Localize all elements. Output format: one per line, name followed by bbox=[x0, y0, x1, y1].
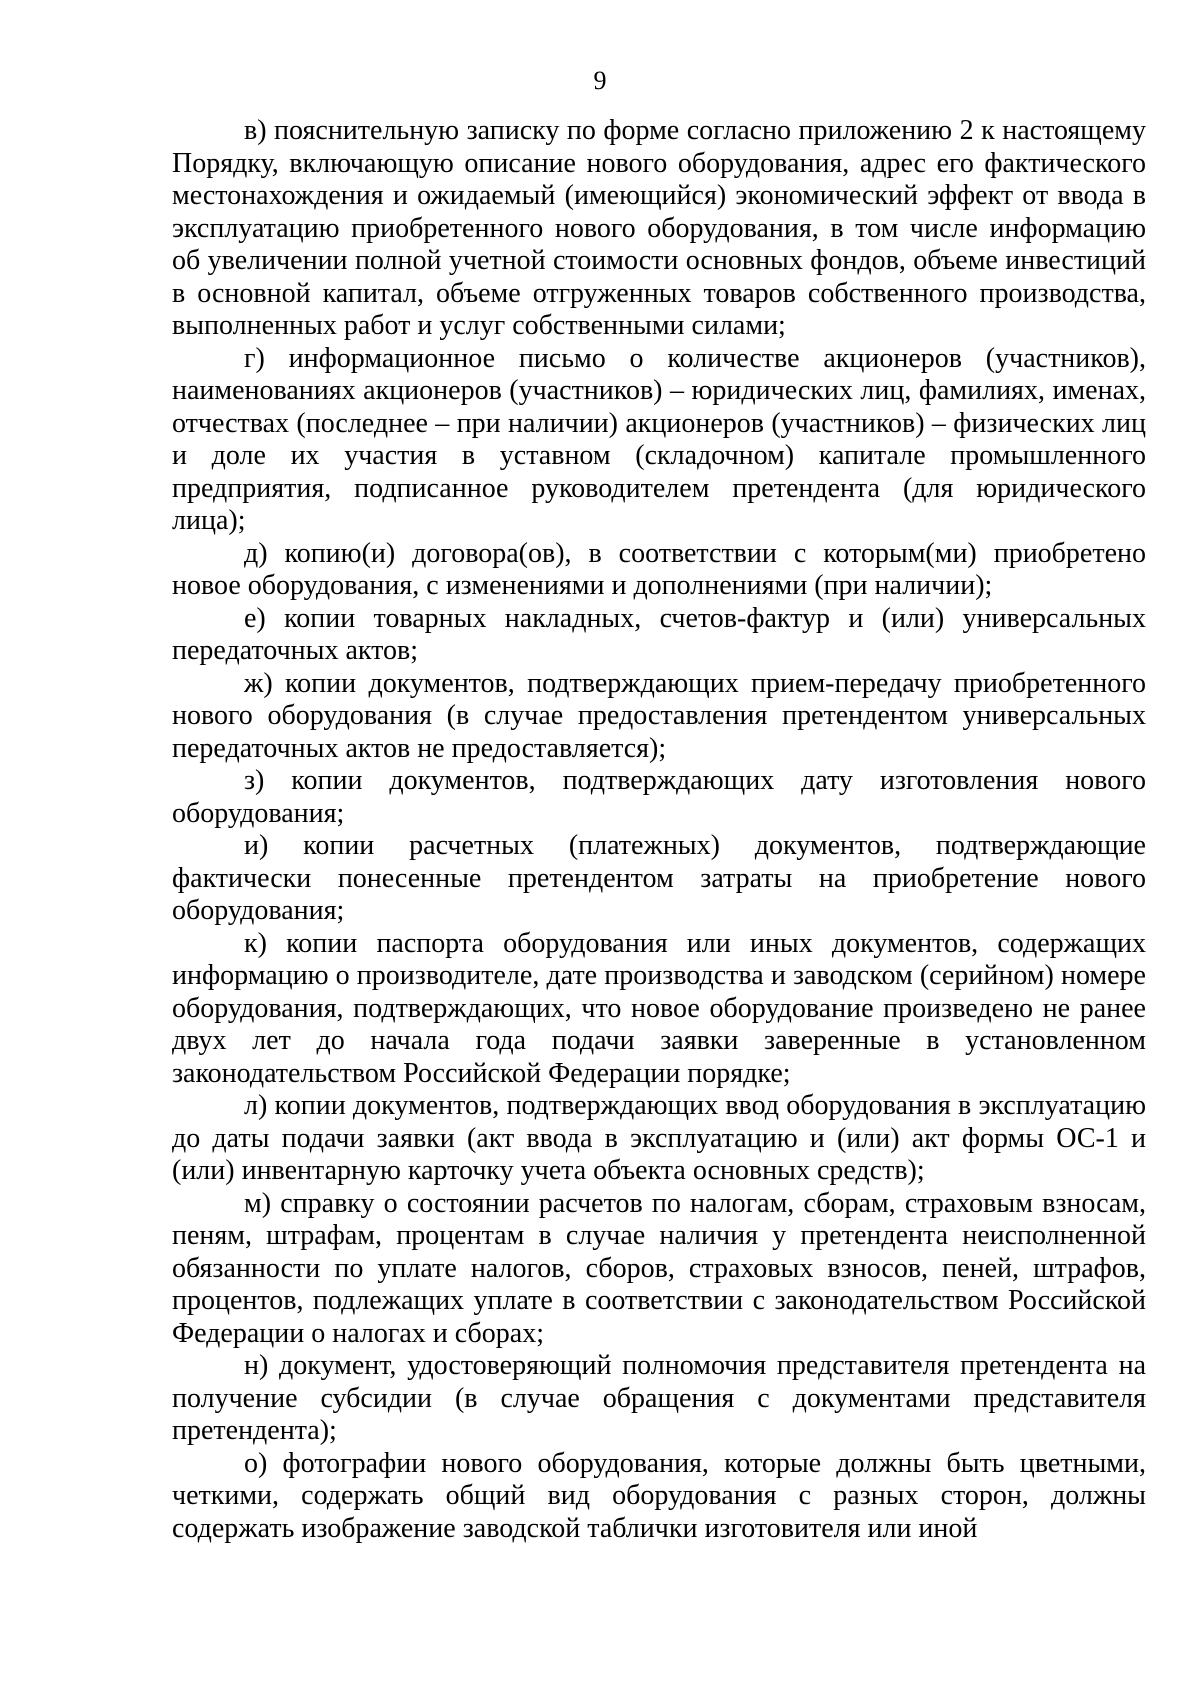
paragraph-z: з) копии документов, подтверждающих дату изготовления нового оборудования; bbox=[172, 765, 1146, 829]
paragraph-i: и) копии расчетных (платежных) документов, подтверждающие фактически понесенные претендентом затраты на приобретение нового оборудования; bbox=[172, 830, 1146, 926]
paragraph-m: м) справку о состоянии расчетов по налогам, сборам, страховым взносам, пеням, штрафам, процентам в случае наличия у претендента неисполненной обязанности по уплате налогов, сборов, страховых взносов, пеней, штрафов, процентов, подлежащих уплате в соответствии с законодательством Российской Федерации о налогах и сборах; bbox=[172, 1187, 1146, 1349]
paragraph-g: г) информационное письмо о количестве акционеров (участников), наименованиях акционеров (участников) – юридических лиц, фамилиях, именах, отчествах (последнее – при наличии) акционеров (участников) – физических лиц и доле их участия в уставном (складочном) капитале промышленного предприятия, подписанное руководителем претендента (для юридического лица); bbox=[172, 342, 1146, 536]
paragraph-d: д) копию(и) договора(ов), в соответствии с которым(ми) приобретено новое оборудования, с изменениями и дополнениями (при наличии); bbox=[172, 537, 1146, 601]
paragraph-l: л) копии документов, подтверждающих ввод оборудования в эксплуатацию до даты подачи заявки (акт ввода в эксплуатацию и (или) акт формы ОС-1 и (или) инвентарную карточку учета объекта основных средств); bbox=[172, 1090, 1146, 1186]
page-number: 9 bbox=[593, 66, 607, 95]
paragraph-n: н) документ, удостоверяющий полномочия представителя претендента на получение субсидии (в случае обращения с документами представителя претендента); bbox=[172, 1350, 1146, 1446]
paragraph-k: к) копии паспорта оборудования или иных документов, содержащих информацию о производителе, дате производства и заводском (серийном) номере оборудования, подтверждающих, что новое оборудование произведено не ранее двух лет до начала года подачи заявки заверенные в установленном законодательством Российской Федерации порядке; bbox=[172, 927, 1146, 1089]
paragraph-o: о) фотографии нового оборудования, которые должны быть цветными, четкими, содержать общий вид оборудования с разных сторон, должны содержать изображение заводской таблички изготовителя или иной bbox=[172, 1447, 1146, 1544]
paragraph-v: в) пояснительную записку по форме согласно приложению 2 к настоящему Порядку, включающую описание нового оборудования, адрес его фактического местонахождения и ожидаемый (имеющийся) экономический эффект от ввода в эксплуатацию приобретенного нового оборудования, в том числе информацию об увеличении полной учетной стоимости основных фондов, объеме инвестиций в основной капитал, объеме отгруженных товаров собственного производства, выполненных работ и услуг собственными силами; bbox=[172, 115, 1146, 341]
paragraph-zh: ж) копии документов, подтверждающих прием-передачу приобретенного нового оборудования (в случае предоставления претендентом универсальных передаточных актов не предоставляется); bbox=[172, 667, 1146, 764]
paragraph-e: е) копии товарных накладных, счетов-фактур и (или) универсальных передаточных актов; bbox=[172, 602, 1146, 666]
document-body bbox=[172, 115, 1146, 1545]
